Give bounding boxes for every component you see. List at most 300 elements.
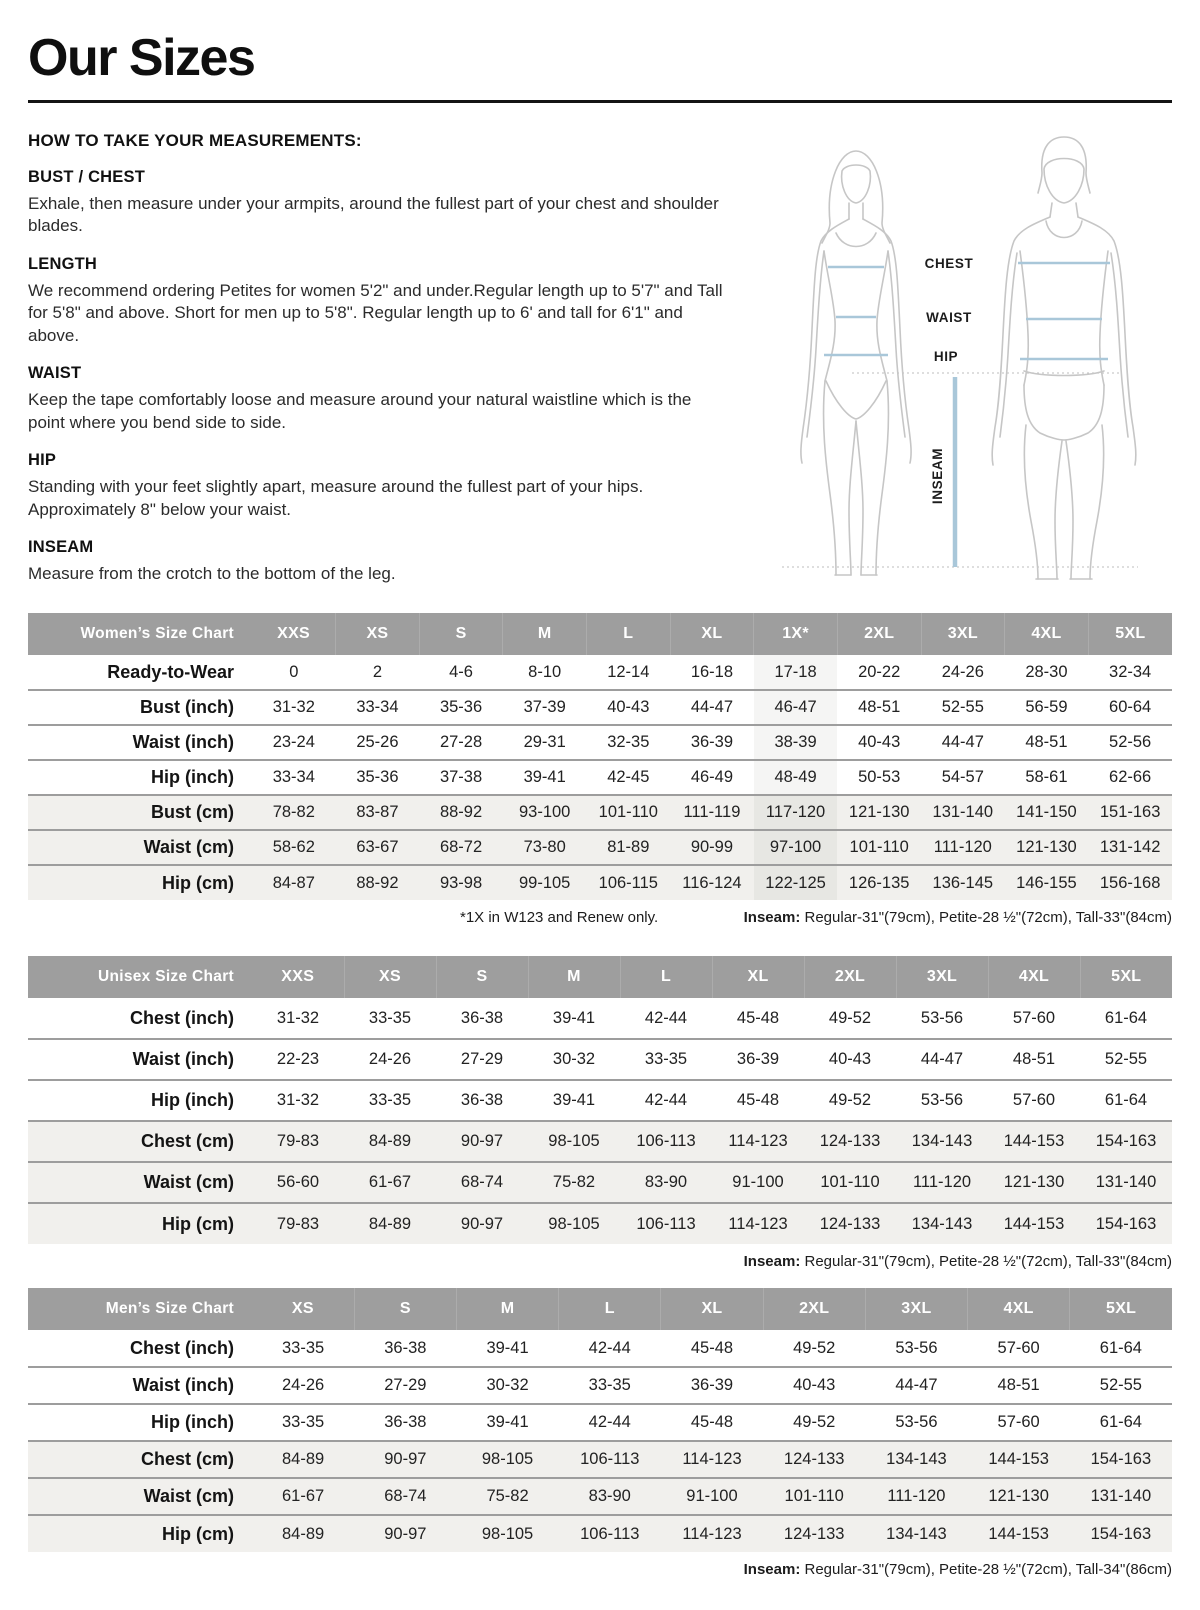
section-length [28,255,728,347]
size-column-header: XS [252,1288,354,1330]
size-cell: 49-52 [793,1413,836,1431]
size-column-header: 5XL [1080,956,1172,998]
size-cell: 57-60 [997,1338,1040,1357]
size-cell: 44-47 [690,698,734,716]
size-cell: 101-110 [784,1487,844,1505]
size-cell: 90-99 [690,838,734,856]
size-cell: 106-113 [580,1450,640,1468]
inseam-note-text: Regular-31"(79cm), Petite-28 ½"(72cm), Tall-34"(86cm) [800,1561,1172,1578]
measurement-row [28,1162,1172,1203]
measurement-row [28,1515,1172,1552]
unisex-chart-title: Unisex Size Chart [28,956,252,998]
size-cell: 84-89 [368,1132,412,1150]
size-cell: 61-64 [1104,1008,1148,1027]
row-label: Waist (cm) [143,1486,234,1506]
size-cell: 22-23 [276,1050,320,1068]
size-cell: 44-47 [920,1050,964,1068]
title-divider [28,100,1172,103]
size-cell: 111-120 [887,1487,946,1505]
size-cell: 24-26 [941,662,984,681]
womens-chart-title: Women’s Size Chart [28,613,252,655]
size-cell: 121-130 [988,1487,1049,1505]
row-label: Hip (inch) [151,767,234,787]
row-label: Chest (inch) [129,1337,234,1358]
size-column-header: S [354,1288,456,1330]
size-cell: 39-41 [486,1338,529,1357]
size-cell: 58-61 [1025,768,1068,786]
size-cell: 33-35 [368,1091,412,1109]
size-cell: 144-153 [988,1450,1049,1468]
size-cell: 45-48 [690,1338,734,1357]
size-cell: 75-82 [552,1173,596,1191]
size-cell: 144-153 [988,1524,1049,1543]
size-cell: 84-89 [282,1450,325,1468]
size-cell: 48-51 [997,1376,1040,1394]
size-cell: 93-98 [439,873,483,892]
size-cell: 2 [372,662,383,681]
unisex-inseam-note [744,1253,1172,1270]
size-cell: 57-60 [1012,1008,1056,1027]
size-cell: 45-48 [690,1413,734,1431]
size-column-header: 3XL [921,613,1005,655]
measurement-row [28,1367,1172,1404]
measurement-row [28,725,1172,760]
size-cell: 31-32 [276,1008,320,1027]
size-cell: 20-22 [858,662,901,681]
size-cell: 42-44 [644,1091,688,1109]
size-cell: 83-87 [356,803,399,821]
size-cell: 79-83 [276,1132,320,1150]
row-label: Waist (cm) [143,1172,234,1192]
size-column-header: 3XL [896,956,988,998]
size-cell: 151-163 [1099,803,1161,821]
size-column-header: 2XL [804,956,896,998]
section-hip [28,451,728,521]
size-cell: 32-34 [1109,662,1152,681]
womens-size-table [28,613,1172,900]
size-column-header: 1X* [754,613,838,655]
size-cell: 33-35 [282,1413,325,1431]
unisex-size-table-host [28,956,1172,1244]
size-cell: 44-47 [895,1376,938,1394]
size-cell: 0 [289,662,299,681]
size-cell: 52-55 [1104,1050,1148,1068]
row-label: Chest (cm) [140,1131,234,1151]
row-label: Hip (cm) [162,1213,234,1234]
size-cell: 37-39 [523,698,566,716]
size-column-header: XS [336,613,420,655]
size-cell: 42-44 [588,1338,631,1357]
size-cell: 98-105 [481,1450,534,1468]
mens-size-table-host [28,1288,1172,1552]
size-column-header: XS [344,956,436,998]
size-cell: 57-60 [997,1413,1040,1431]
size-cell: 40-43 [607,698,650,716]
size-cell: 60-64 [1109,698,1152,716]
size-cell: 136-145 [932,873,994,892]
section-heading: INSEAM [28,537,94,556]
size-cell: 53-56 [920,1091,964,1109]
size-cell: 62-66 [1109,768,1152,786]
size-cell: 88-92 [439,803,483,821]
size-cell: 131-140 [1090,1487,1152,1505]
measurement-row [28,1330,1172,1367]
row-label: Waist (inch) [132,1375,234,1395]
size-cell: 33-34 [356,698,399,716]
size-cell: 17-18 [754,655,838,690]
size-cell: 4-6 [449,662,473,681]
size-cell: 98-105 [481,1524,534,1543]
size-cell: 134-143 [886,1524,947,1543]
size-cell: 114-123 [728,1214,788,1233]
size-cell: 46-49 [690,768,734,786]
inseam-note-text: Regular-31"(79cm), Petite-28 ½"(72cm), Tall-33"(84cm) [800,1253,1172,1270]
size-cell: 111-120 [933,838,992,856]
size-cell: 49-52 [793,1338,836,1357]
size-cell: 90-97 [460,1214,504,1233]
size-cell: 33-35 [644,1050,688,1068]
size-cell: 114-123 [728,1132,788,1150]
size-cell: 84-87 [272,873,315,892]
size-cell: 131-140 [1095,1173,1157,1191]
body-measurement-figure [752,129,1172,589]
size-cell: 40-43 [858,733,901,751]
size-cell: 90-97 [384,1450,427,1468]
size-cell: 75-82 [486,1487,529,1505]
unisex-size-chart-section [28,956,1172,1272]
size-cell: 154-163 [1090,1524,1152,1543]
size-cell: 93-100 [518,803,571,821]
size-cell: 111-120 [912,1173,972,1191]
womens-table-notes [28,909,1172,928]
size-cell: 101-110 [598,803,658,821]
size-cell: 38-39 [754,725,838,760]
measurement-row [28,1441,1172,1478]
size-cell: 134-143 [911,1214,973,1233]
measurement-row [28,1121,1172,1162]
size-cell: 83-90 [644,1173,688,1191]
section-bust-chest [28,168,728,238]
page-title: Our Sizes [28,29,255,87]
size-cell: 52-56 [1109,733,1152,751]
section-inseam [28,538,728,585]
size-column-header: 3XL [865,1288,967,1330]
size-cell: 98-105 [548,1214,600,1233]
size-cell: 61-64 [1104,1091,1148,1109]
size-cell: 78-82 [272,803,315,821]
size-cell: 40-43 [793,1376,836,1394]
size-cell: 101-110 [849,838,909,856]
size-cell: 40-43 [828,1050,872,1068]
size-column-header: 2XL [837,613,921,655]
size-cell: 73-80 [523,838,566,856]
size-chart-header-row [28,1288,1172,1330]
measurement-row [28,1404,1172,1441]
size-cell: 124-133 [783,1524,845,1543]
size-cell: 98-105 [548,1132,600,1150]
size-cell: 24-26 [282,1376,325,1394]
measurement-row [28,998,1172,1039]
size-column-header: 5XL [1088,613,1172,655]
size-cell: 37-38 [439,768,483,786]
size-cell: 30-32 [486,1376,529,1394]
size-cell: 8-10 [528,662,562,681]
size-cell: 58-62 [272,838,315,856]
measurement-row [28,795,1172,830]
size-cell: 39-41 [523,768,566,786]
size-column-header: M [503,613,587,655]
size-cell: 45-48 [736,1091,780,1109]
size-cell: 53-56 [895,1413,938,1431]
size-cell: 48-51 [1012,1050,1056,1068]
size-column-header: L [620,956,712,998]
size-cell: 48-51 [858,698,901,716]
size-cell: 36-39 [690,733,734,751]
size-column-header: 4XL [1005,613,1089,655]
inseam-note-text: Regular-31"(79cm), Petite-28 ½"(72cm), Tall-33"(84cm) [800,909,1172,926]
size-cell: 146-155 [1016,873,1077,892]
womens-inseam-note [744,909,1172,926]
size-cell: 33-34 [272,768,315,786]
size-cell: 111-119 [683,803,741,821]
mens-table-notes [28,1561,1172,1580]
size-cell: 106-113 [636,1214,696,1233]
row-label: Waist (cm) [143,837,234,857]
size-cell: 32-35 [607,733,650,751]
size-cell: 48-51 [1025,733,1068,751]
size-column-header: M [456,1288,558,1330]
size-cell: 156-168 [1099,873,1161,892]
size-cell: 44-47 [941,733,984,751]
size-cell: 36-38 [384,1338,427,1357]
size-column-header: M [528,956,620,998]
size-cell: 35-36 [356,768,399,786]
size-cell: 33-35 [282,1338,325,1357]
size-cell: 63-67 [356,838,399,856]
size-cell: 24-26 [368,1050,412,1068]
size-cell: 61-67 [368,1173,412,1191]
size-column-header: 4XL [968,1288,1070,1330]
size-cell: 124-133 [819,1214,881,1233]
row-label: Bust (cm) [150,802,234,822]
size-cell: 42-44 [588,1413,631,1431]
section-body: We recommend ordering Petites for women 5'2" and under.Regular length up to 5'7" and Tall for 5'8" and above. Short for men up to 5'8". Regular length up to 6' and tall for 6'1" and above. [28,280,723,345]
size-cell: 42-45 [607,768,650,786]
size-column-header: L [559,1288,661,1330]
size-cell: 36-38 [460,1091,504,1109]
size-cell: 134-143 [886,1450,947,1468]
section-body: Keep the tape comfortably loose and measure around your natural waistline which is the point where you bend side to side. [28,390,692,432]
unisex-size-table [28,956,1172,1244]
size-cell: 122-125 [754,865,838,900]
chest-label: CHEST [924,256,974,271]
size-cell: 52-55 [941,698,984,716]
womens-size-chart-section [28,613,1172,928]
size-cell: 39-41 [486,1413,529,1431]
hip-label: HIP [933,349,959,364]
size-cell: 27-28 [439,733,483,751]
row-label: Hip (inch) [151,1090,234,1110]
size-cell: 117-120 [754,795,838,830]
section-heading: BUST / CHEST [28,168,145,186]
size-cell: 131-142 [1099,838,1161,856]
size-cell: 114-123 [682,1524,742,1543]
size-cell: 91-100 [686,1487,738,1505]
instructions-heading: HOW TO TAKE YOUR MEASUREMENTS: [28,131,362,150]
size-cell: 36-38 [460,1008,504,1027]
size-cell: 91-100 [732,1173,784,1191]
size-chart-header-row [28,613,1172,655]
size-cell: 68-72 [439,838,483,856]
size-column-header: 4XL [988,956,1080,998]
size-cell: 36-38 [384,1413,427,1431]
size-cell: 46-47 [754,690,838,725]
one-x-footnote: *1X in W123 and Renew only. [460,909,659,926]
size-cell: 61-64 [1099,1338,1142,1357]
size-cell: 27-29 [460,1050,504,1068]
measurement-row [28,1039,1172,1080]
size-cell: 79-83 [276,1214,320,1233]
woman-outline [801,151,911,575]
section-heading: HIP [28,451,57,470]
size-cell: 27-29 [384,1376,427,1394]
row-label: Chest (cm) [140,1449,234,1469]
size-cell: 134-143 [911,1132,973,1150]
size-cell: 56-60 [276,1173,320,1191]
size-cell: 97-100 [754,830,838,865]
inseam-note-label: Inseam: [743,1561,801,1578]
size-cell: 31-32 [272,698,315,716]
size-cell: 61-64 [1099,1413,1142,1431]
size-column-header: XL [712,956,804,998]
size-cell: 144-153 [1003,1132,1065,1150]
size-cell: 121-130 [1016,838,1077,856]
size-cell: 68-74 [384,1487,427,1505]
measurements-content-row [28,129,1172,589]
row-label: Chest (inch) [129,1007,234,1028]
size-cell: 28-30 [1025,662,1068,681]
size-cell: 90-97 [384,1524,427,1543]
size-cell: 114-123 [682,1450,742,1468]
unisex-table-notes [28,1253,1172,1272]
size-cell: 33-35 [588,1376,631,1394]
size-cell: 83-90 [588,1487,631,1505]
section-body: Exhale, then measure under your armpits, around the fullest part of your chest and shoulder blades. [28,194,719,236]
size-cell: 49-52 [828,1008,872,1027]
size-cell: 36-39 [690,1376,734,1394]
mens-inseam-note [744,1561,1172,1578]
size-cell: 141-150 [1016,803,1077,821]
size-cell: 101-110 [820,1173,880,1191]
size-cell: 39-41 [552,1091,596,1109]
section-body: Standing with your feet slightly apart, measure around the fullest part of your hips. Approximately 8" below your waist. [28,477,644,519]
size-cell: 121-130 [848,803,910,821]
row-label: Ready-to-Wear [107,661,234,682]
size-column-header: XXS [252,956,344,998]
size-cell: 68-74 [460,1173,504,1191]
size-cell: 90-97 [460,1132,504,1150]
size-cell: 23-24 [272,733,315,751]
size-cell: 56-59 [1025,698,1068,716]
size-cell: 30-32 [552,1050,596,1068]
size-column-header: 5XL [1070,1288,1172,1330]
size-cell: 106-113 [636,1132,696,1150]
measurement-row [28,1478,1172,1515]
size-cell: 39-41 [552,1008,596,1027]
size-cell: 61-67 [282,1487,325,1505]
size-cell: 12-14 [607,662,650,681]
size-cell: 126-135 [848,873,910,892]
size-cell: 154-163 [1090,1450,1152,1468]
inseam-note-label: Inseam: [743,909,801,926]
size-cell: 131-140 [932,803,994,821]
mens-chart-title: Men’s Size Chart [28,1288,252,1330]
section-body: Measure from the crotch to the bottom of the leg. [28,563,396,583]
size-cell: 53-56 [920,1008,964,1027]
size-cell: 154-163 [1095,1214,1157,1233]
size-column-header: S [436,956,528,998]
womens-size-table-host [28,613,1172,900]
measurement-row [28,690,1172,725]
waist-label: WAIST [926,310,972,325]
section-waist [28,364,728,434]
size-column-header: XL [670,613,754,655]
mens-size-table [28,1288,1172,1552]
size-column-header: XXS [252,613,336,655]
size-cell: 36-39 [736,1050,780,1068]
size-cell: 84-89 [368,1214,412,1233]
size-cell: 124-133 [819,1132,881,1150]
size-cell: 48-49 [754,760,838,795]
mens-size-chart-section [28,1288,1172,1580]
size-cell: 106-113 [580,1524,640,1543]
size-cell: 124-133 [783,1450,845,1468]
size-cell: 25-26 [356,733,399,751]
measurement-figure-illustration [752,129,1172,589]
size-cell: 121-130 [1003,1173,1065,1191]
section-heading: LENGTH [28,254,98,273]
size-cell: 53-56 [895,1338,938,1357]
size-cell: 88-92 [356,873,399,892]
size-cell: 52-55 [1099,1376,1142,1394]
size-cell: 35-36 [439,698,483,716]
section-heading: WAIST [28,364,82,383]
row-label: Waist (inch) [132,1049,234,1069]
inseam-label: INSEAM [930,447,945,505]
measurement-instructions [28,129,728,589]
size-cell: 45-48 [736,1008,780,1027]
size-cell: 116-124 [682,873,742,892]
measurement-row [28,1203,1172,1244]
size-column-header: S [419,613,503,655]
measurement-row [28,655,1172,690]
size-cell: 106-115 [598,873,658,892]
size-cell: 99-105 [518,873,571,892]
size-cell: 16-18 [690,662,734,681]
measurement-row [28,865,1172,900]
measurement-row [28,760,1172,795]
size-cell: 144-153 [1003,1214,1065,1233]
size-cell: 42-44 [644,1008,688,1027]
size-cell: 154-163 [1095,1132,1157,1150]
size-cell: 29-31 [523,733,566,751]
size-cell: 81-89 [607,838,650,856]
measurement-row [28,1080,1172,1121]
size-cell: 50-53 [858,768,901,786]
size-cell: 54-57 [941,768,984,786]
size-cell: 57-60 [1012,1091,1056,1109]
size-cell: 31-32 [276,1091,320,1109]
